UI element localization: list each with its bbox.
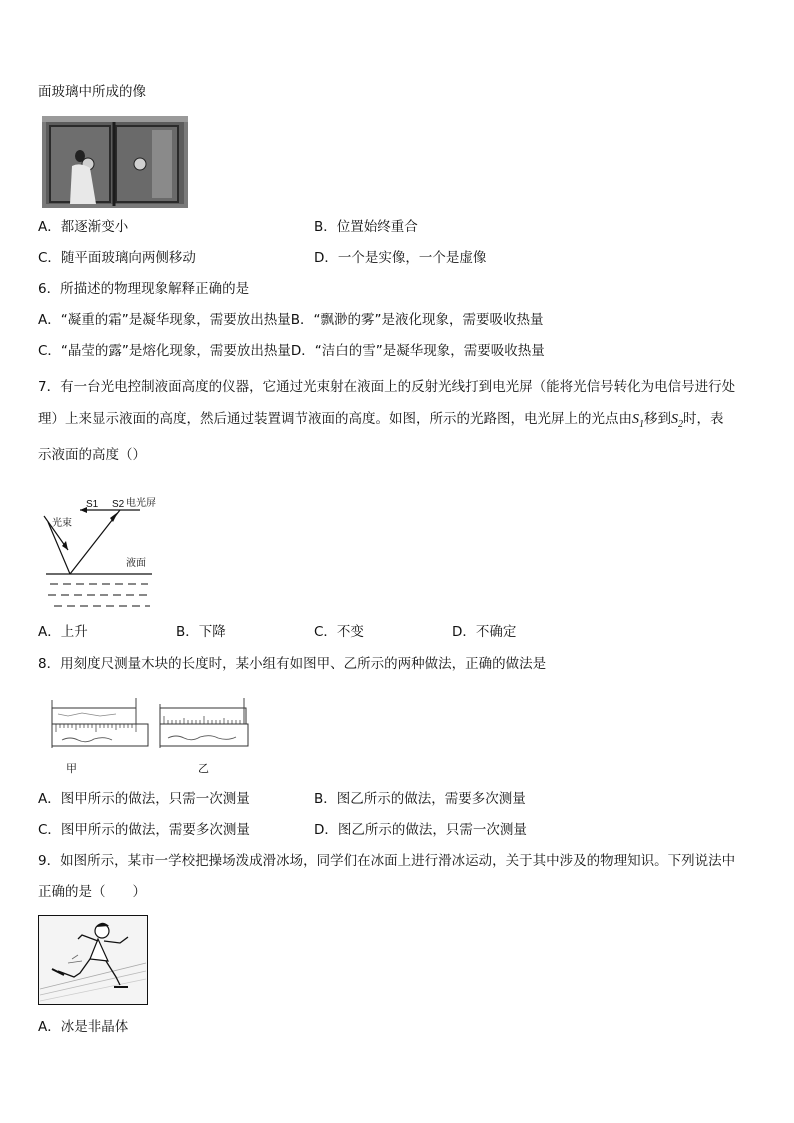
q8-option-d[interactable]: D．图乙所示的做法，只需一次测量 (314, 822, 527, 838)
q7-stem-line2-b: 移到 (644, 411, 671, 427)
label-jia: 甲 (66, 762, 77, 775)
wood-block-yi (160, 724, 248, 746)
q8-stem: 8．用刻度尺测量木块的长度时，某小组有如图甲、乙所示的两种做法，正确的做法是 (38, 656, 547, 672)
wood-block-jia (52, 708, 136, 724)
q7-s1-sub: 1 (639, 418, 644, 430)
q7-light-path-figure (40, 494, 170, 614)
label-surface: 液面 (126, 558, 146, 569)
q7-s1-symbol (632, 412, 644, 430)
q7-s1-letter: S (632, 412, 639, 427)
q7-stem-line1: 7．有一台光电控制液面高度的仪器，它通过光束射在液面上的反射光线打到电光屏（能将光信号转化为电信号进行处 (38, 379, 736, 395)
q5-option-b[interactable]: B．位置始终重合 (314, 219, 418, 235)
q7-stem-line2-c: 时，表 (683, 411, 724, 427)
q9-option-a[interactable]: A．冰是非晶体 (38, 1019, 129, 1035)
q6-options-row1[interactable]: A．“凝重的霜”是凝华现象，需要放出热量B．“飘渺的雾”是液化现象，需要吸收热量 (38, 312, 544, 328)
light-path-diagram (40, 494, 170, 614)
ruler-setup-jia (52, 698, 148, 748)
q9-stem-line2: 正确的是（ ） (38, 884, 146, 900)
q7-stem-line2-a: 理）上来显示液面的高度，然后通过装置调节液面的高度。如图，所示的光路图，电光屏上的光点由 (38, 411, 632, 427)
skater-image (38, 915, 148, 1005)
q7-stem-line3: 示液面的高度（） (38, 447, 146, 463)
q6-options-row2[interactable]: C．“晶莹的露”是熔化现象，需要放出热量D．“洁白的雪”是凝华现象，需要吸收热量 (38, 343, 545, 359)
q7-stem-line2 (38, 410, 724, 434)
ruler-setup-yi (160, 698, 248, 748)
q9-skating-figure (38, 915, 148, 1005)
q5-stem-tail: 面玻璃中所成的像 (38, 84, 146, 100)
label-s2: S2 (112, 499, 125, 510)
q7-option-c[interactable]: C．不变 (314, 624, 364, 640)
q5-option-c[interactable]: C．随平面玻璃向两侧移动 (38, 250, 196, 266)
q7-option-b[interactable]: B．下降 (176, 624, 226, 640)
mirror-photo-image (42, 116, 188, 208)
q5-option-d[interactable]: D．一个是实像，一个是虚像 (314, 250, 487, 266)
q7-s2-sub: 2 (678, 418, 683, 430)
q8-option-b[interactable]: B．图乙所示的做法，需要多次测量 (314, 791, 526, 807)
ruler-diagram (44, 694, 256, 778)
q7-option-d[interactable]: D．不确定 (452, 624, 517, 640)
q5-option-a[interactable]: A．都逐渐变小 (38, 219, 129, 235)
label-screen: 电光屏 (126, 498, 156, 509)
ruler-yi (160, 708, 246, 724)
q7-s2-letter: S (671, 412, 678, 427)
q8-option-c[interactable]: C．图甲所示的做法，需要多次测量 (38, 822, 250, 838)
q8-option-a[interactable]: A．图甲所示的做法，只需一次测量 (38, 791, 250, 807)
q8-ruler-figure (44, 694, 256, 778)
q5-photo-glass (42, 116, 188, 208)
label-yi: 乙 (198, 762, 209, 775)
q6-stem: 6．所描述的物理现象解释正确的是 (38, 281, 250, 297)
label-beam: 光束 (52, 518, 72, 529)
q7-option-a[interactable]: A．上升 (38, 624, 88, 640)
q7-s2-symbol (671, 412, 683, 430)
q9-stem-line1: 9．如图所示，某市一学校把操场泼成滑冰场，同学们在冰面上进行滑冰运动，关于其中涉及的物理知识。下列说法中 (38, 853, 736, 869)
label-s1: S1 (86, 499, 99, 510)
